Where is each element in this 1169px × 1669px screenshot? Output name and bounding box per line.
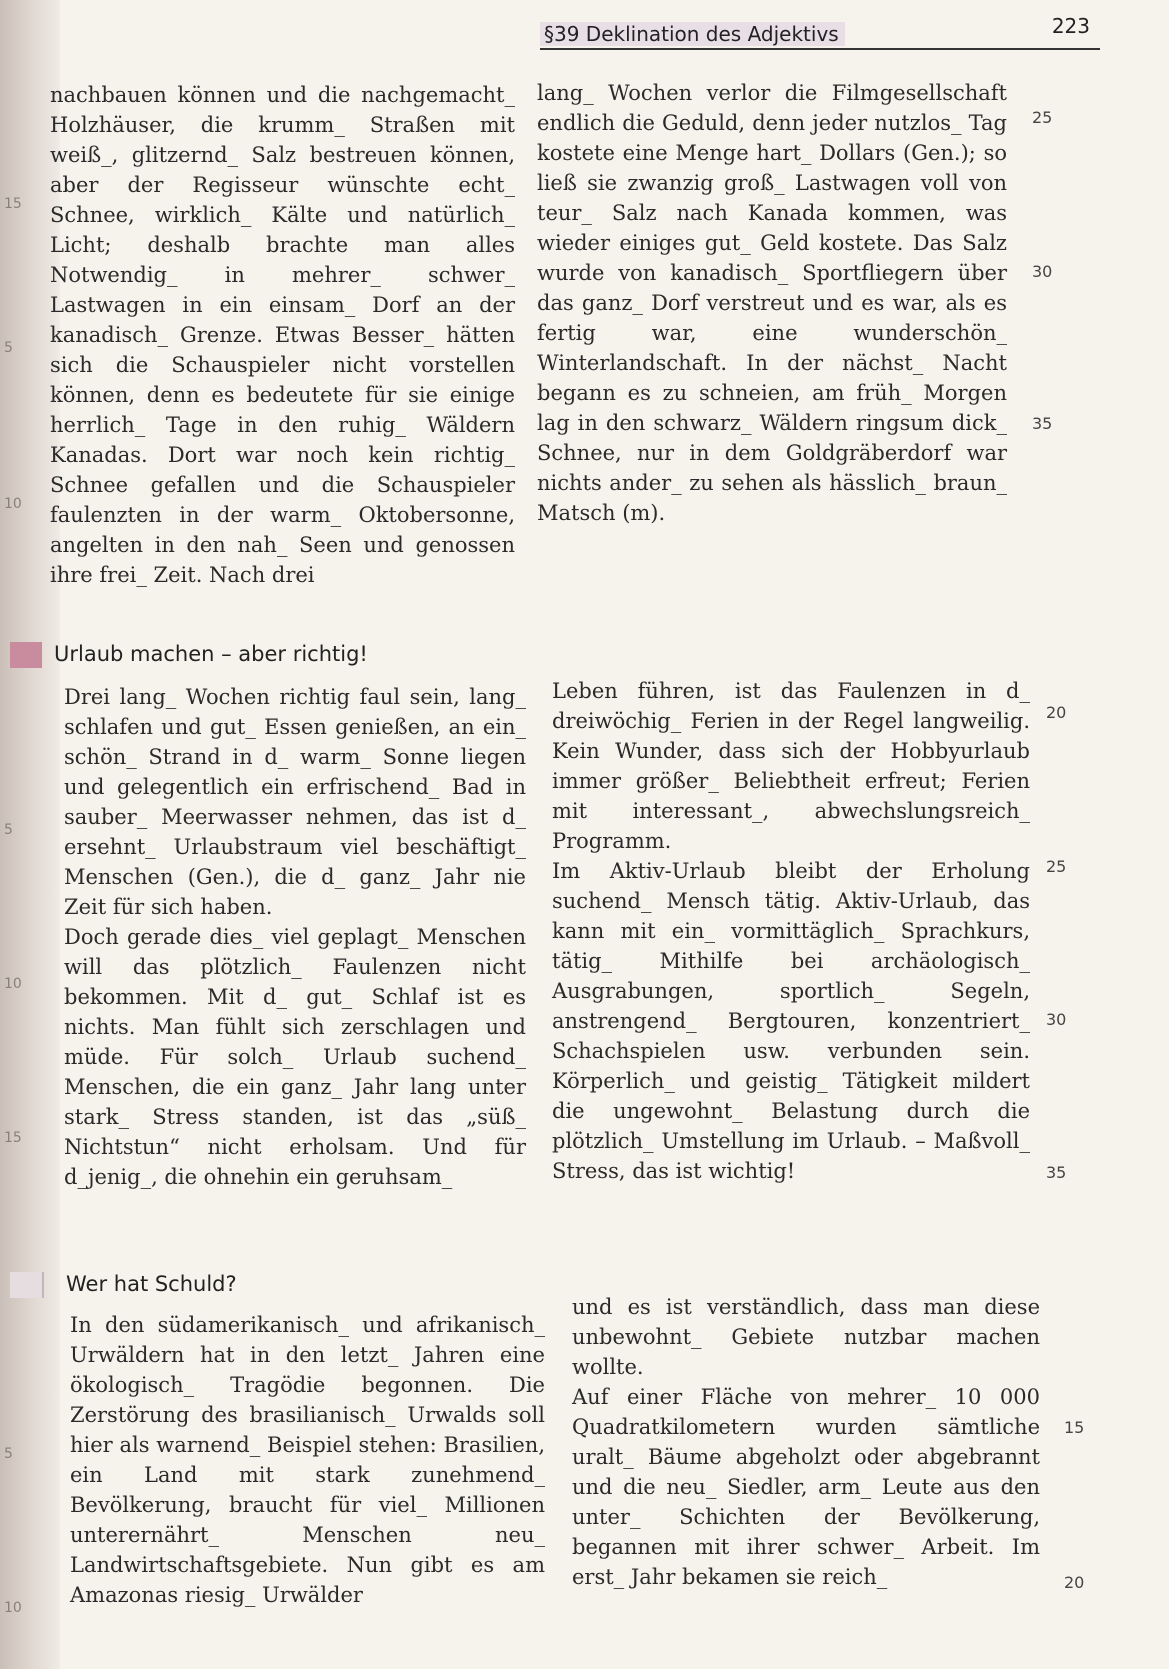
section-title-schuld: Wer hat Schuld? — [66, 1272, 237, 1296]
section2-right-column — [552, 676, 1030, 1186]
edge-line-number: 5 — [4, 340, 13, 356]
line-number: 35 — [1046, 1163, 1067, 1182]
section2-left-column — [64, 682, 526, 1192]
section3-left-paragraph: In den südamerikanisch_ und afrikanisch_ Urwäldern hat in den letzt_ Jahren eine ökologisch_ Tragödie begonnen. Die Zerstörung des brasilianisch_ Urwalds soll hier als warnend_ Beispiel stehen: Brasilien, ein Land mit stark zunehmend_ Bevölkerung, braucht für viel_ Millionen unterernährt_ Menschen neu_ Landwirtschaftsgebiete. Nun gibt es am Amazonas riesig_ Urwälder — [70, 1313, 545, 1607]
header-rule — [540, 48, 1100, 50]
line-number: 20 — [1046, 703, 1067, 722]
section3-left-column — [70, 1310, 545, 1610]
section1-left-column — [50, 80, 515, 590]
section1-left-paragraph: nachbauen können und die nachgemacht_ Holzhäuser, die krumm_ Straßen mit weiß_, glitzernd_ Salz bestreuen können, aber der Regisseur wünschte echt_ Schnee, wirklich_ Kälte und natürlich_ Licht; deshalb brachte man alles Notwendig_ in mehrer_ schwer_ Lastwagen in ein einsam_ Dorf an der kanadisch_ Grenze. Etwas Besser_ hätten sich die Schauspieler nicht vorstellen können, denn es bedeutete für sie einige herrlich_ Tage in den ruhig_ Wäldern Kanadas. Dort war noch kein richtig_ Schnee gefallen und die Schauspieler faulenzten in der warm_ Oktobersonne, angelten in den nah_ Seen und genossen ihre frei_ Zeit. Nach drei — [50, 83, 515, 587]
section-marker-b — [10, 642, 42, 668]
line-number: 25 — [1046, 857, 1067, 876]
section-marker-c — [10, 1272, 44, 1298]
line-number: 15 — [1064, 1418, 1085, 1437]
line-number: 20 — [1064, 1573, 1085, 1592]
section3-right-paragraph-2: Auf einer Fläche von mehrer_ 10 000 Quadratkilometern wurden sämtliche uralt_ Bäume abgeholzt oder abgebrannt und die neu_ Siedler, arm_ Leute aus den unter_ Schichten der Bevölkerung, begannen mit ihrer schwer_ Arbeit. Im erst_ Jahr bekamen sie reich_ — [572, 1385, 1040, 1589]
edge-line-number: 10 — [4, 496, 22, 512]
line-number: 30 — [1046, 1010, 1067, 1029]
line-number: 35 — [1032, 414, 1053, 433]
section-title-urlaub: Urlaub machen – aber richtig! — [54, 642, 368, 666]
line-number: 25 — [1032, 108, 1053, 127]
page-header — [540, 14, 1100, 50]
section2-right-paragraph-2: Im Aktiv-Urlaub bleibt der Erholung suchend_ Mensch tätig. Aktiv-Urlaub, das kann mit ein_ vormittäglich_ Sprachkurs, tätig_ Mithilfe bei archäologisch_ Ausgrabungen, sportlich_ Segeln, anstrengend_ Bergtouren, konzentriert_ Schachspielen usw. verbunden sein. Körperlich_ und geistig_ Tätigkeit mildert die ungewohnt_ Belastung durch die plötzlich_ Umstellung im Urlaub. – Maßvoll_ Stress, das ist wichtig! — [552, 859, 1030, 1183]
section2-right-paragraph-1: Leben führen, ist das Faulenzen in d_ dreiwöchig_ Ferien in der Regel langweilig. Kein Wunder, dass sich der Hobbyurlaub immer größer_ Beliebtheit erfreut; Ferien mit interessant_, abwechslungsreich_ Programm. — [552, 679, 1030, 853]
line-number: 30 — [1032, 262, 1053, 281]
edge-line-number: 5 — [4, 822, 13, 838]
page-number: 223 — [1051, 14, 1090, 38]
section1-right-column — [537, 78, 1007, 528]
edge-line-number: 5 — [4, 1446, 13, 1462]
section2-left-paragraph-2: Doch gerade dies_ viel geplagt_ Menschen will das plötzlich_ Faulenzen nicht bekommen. Mit d_ gut_ Schlaf ist es nichts. Man fühlt sich zerschlagen und müde. Für solch_ Urlaub suchend_ Menschen, die ein ganz_ Jahr lang unter stark_ Stress standen, ist das „süß_ Nichtstun“ nicht erholsam. Und für d_jenig_, die ohnehin ein geruhsam_ — [64, 925, 526, 1189]
section3-right-paragraph-1: und es ist verständlich, dass man diese unbewohnt_ Gebiete nutzbar machen wollte. — [572, 1295, 1040, 1379]
edge-line-number: 10 — [4, 1600, 22, 1616]
section1-right-paragraph: lang_ Wochen verlor die Filmgesellschaft endlich die Geduld, denn jeder nutzlos_ Tag kostete eine Menge hart_ Dollars (Gen.); so ließ sie zwanzig groß_ Lastwagen voll von teur_ Salz nach Kanada kommen, was wieder einiges gut_ Geld kostete. Das Salz wurde von kanadisch_ Sportfliegern über das ganz_ Dorf verstreut und es war, als es fertig war, eine wunderschön_ Winterlandschaft. In der nächst_ Nacht begann es zu schneien, am früh_ Morgen lag in den schwarz_ Wäldern ringsum dick_ Schnee, nur in dem Goldgräberdorf war nichts ander_ zu sehen als hässlich_ braun_ Matsch (m). — [537, 81, 1007, 525]
edge-line-number: 15 — [4, 1130, 22, 1146]
section3-right-column — [572, 1292, 1040, 1592]
edge-line-number: 15 — [4, 196, 22, 212]
chapter-title: §39 Deklination des Adjektivs — [540, 22, 845, 46]
section2-left-paragraph-1: Drei lang_ Wochen richtig faul sein, lang_ schlafen und gut_ Essen genießen, an ein_ schön_ Strand in d_ warm_ Sonne liegen und gelegentlich ein erfrischend_ Bad in sauber_ Meerwasser nehmen, das ist d_ ersehnt_ Urlaubstraum viel beschäftigt_ Menschen (Gen.), die d_ ganz_ Jahr nie Zeit für sich haben. — [64, 685, 526, 919]
edge-line-number: 10 — [4, 976, 22, 992]
